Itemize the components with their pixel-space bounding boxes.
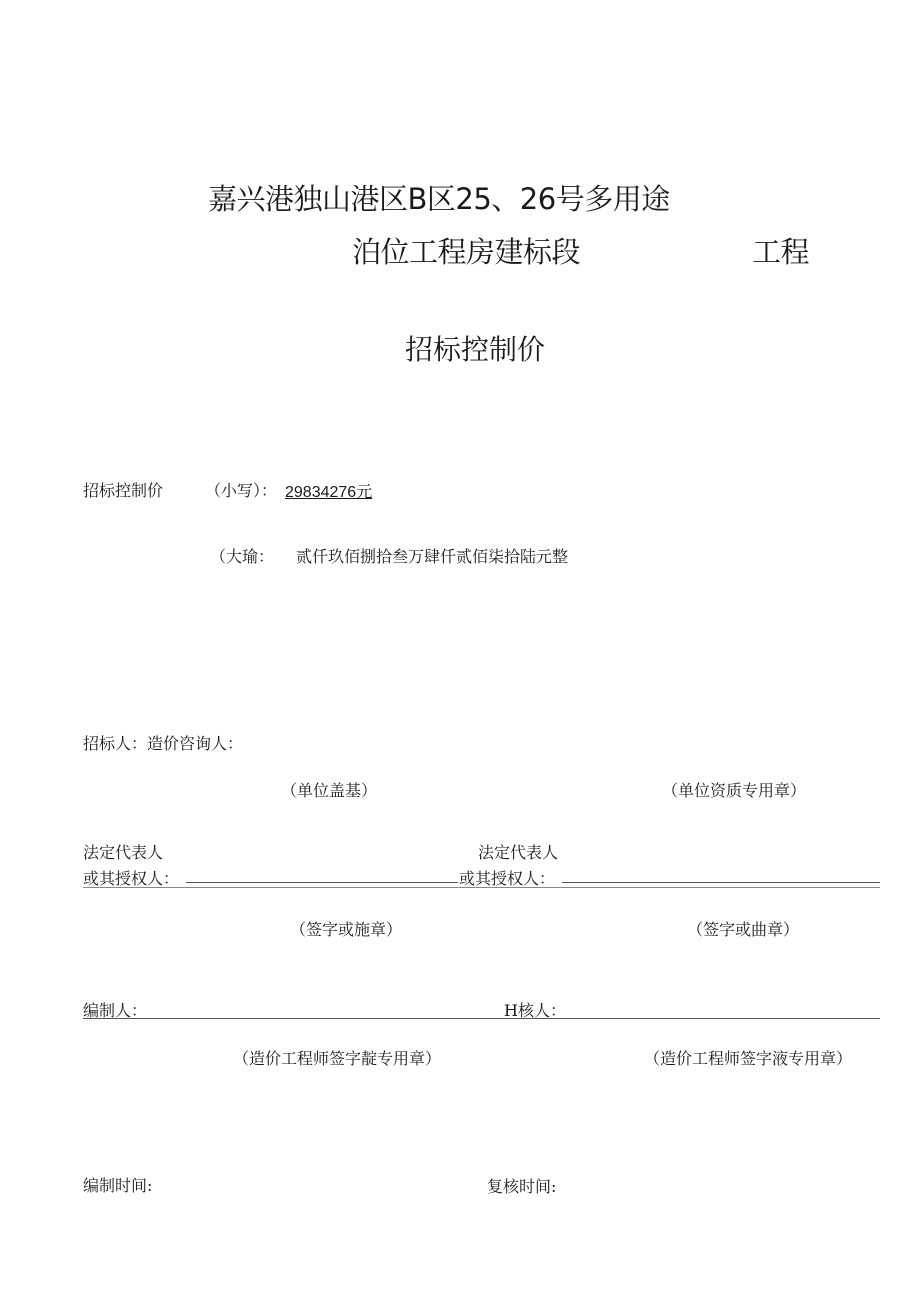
signature-line-left (186, 882, 458, 883)
price-label: 招标控制价 (83, 481, 164, 500)
signature-line-right (562, 882, 880, 883)
authorized-left-label: 或其授权人： (83, 869, 180, 888)
sign-seal-right: （签字或曲章） (687, 920, 800, 939)
authorized-right-label: 或其授权人： (459, 869, 556, 888)
price-big-value: 贰仟玖佰捌拾叁万肆仟贰佰柒拾陆元整 (296, 547, 569, 566)
reviewer-label: H核人： (504, 1001, 566, 1020)
compiler-label: 编制人： (83, 1001, 148, 1020)
title-line-2: 泊位工程房建标段 (352, 235, 581, 269)
price-small-label: （小写）： (205, 481, 278, 500)
unit-seal-left: （单位盖基） (281, 781, 378, 800)
price-small-value: 29834276元 (285, 484, 373, 501)
price-big-label: （大瑜： (210, 547, 275, 566)
engineer-seal-right: （造价工程师签字液专用章） (644, 1049, 853, 1068)
document-subtitle: 招标控制价 (405, 333, 546, 366)
legal-rep-right: 法定代表人 (478, 843, 559, 862)
review-time-label: 复核时间: (487, 1177, 557, 1196)
title-line-2-suffix: 工程 (752, 235, 810, 269)
section-divider-1 (83, 887, 880, 888)
compiler-signature-line (83, 1018, 880, 1019)
unit-seal-right: （单位资质专用章） (662, 781, 807, 800)
title-line-1: 嘉兴港独山港区B区25、26号多用途 (208, 182, 670, 216)
tenderer-consultant-label: 招标人：造价咨询人： (83, 734, 244, 753)
sign-seal-left: （签字或施章） (290, 920, 403, 939)
engineer-seal-left: （造价工程师签字靛专用章） (233, 1049, 442, 1068)
legal-rep-left: 法定代表人 (83, 843, 164, 862)
compile-time-label: 编制时间: (83, 1176, 153, 1195)
